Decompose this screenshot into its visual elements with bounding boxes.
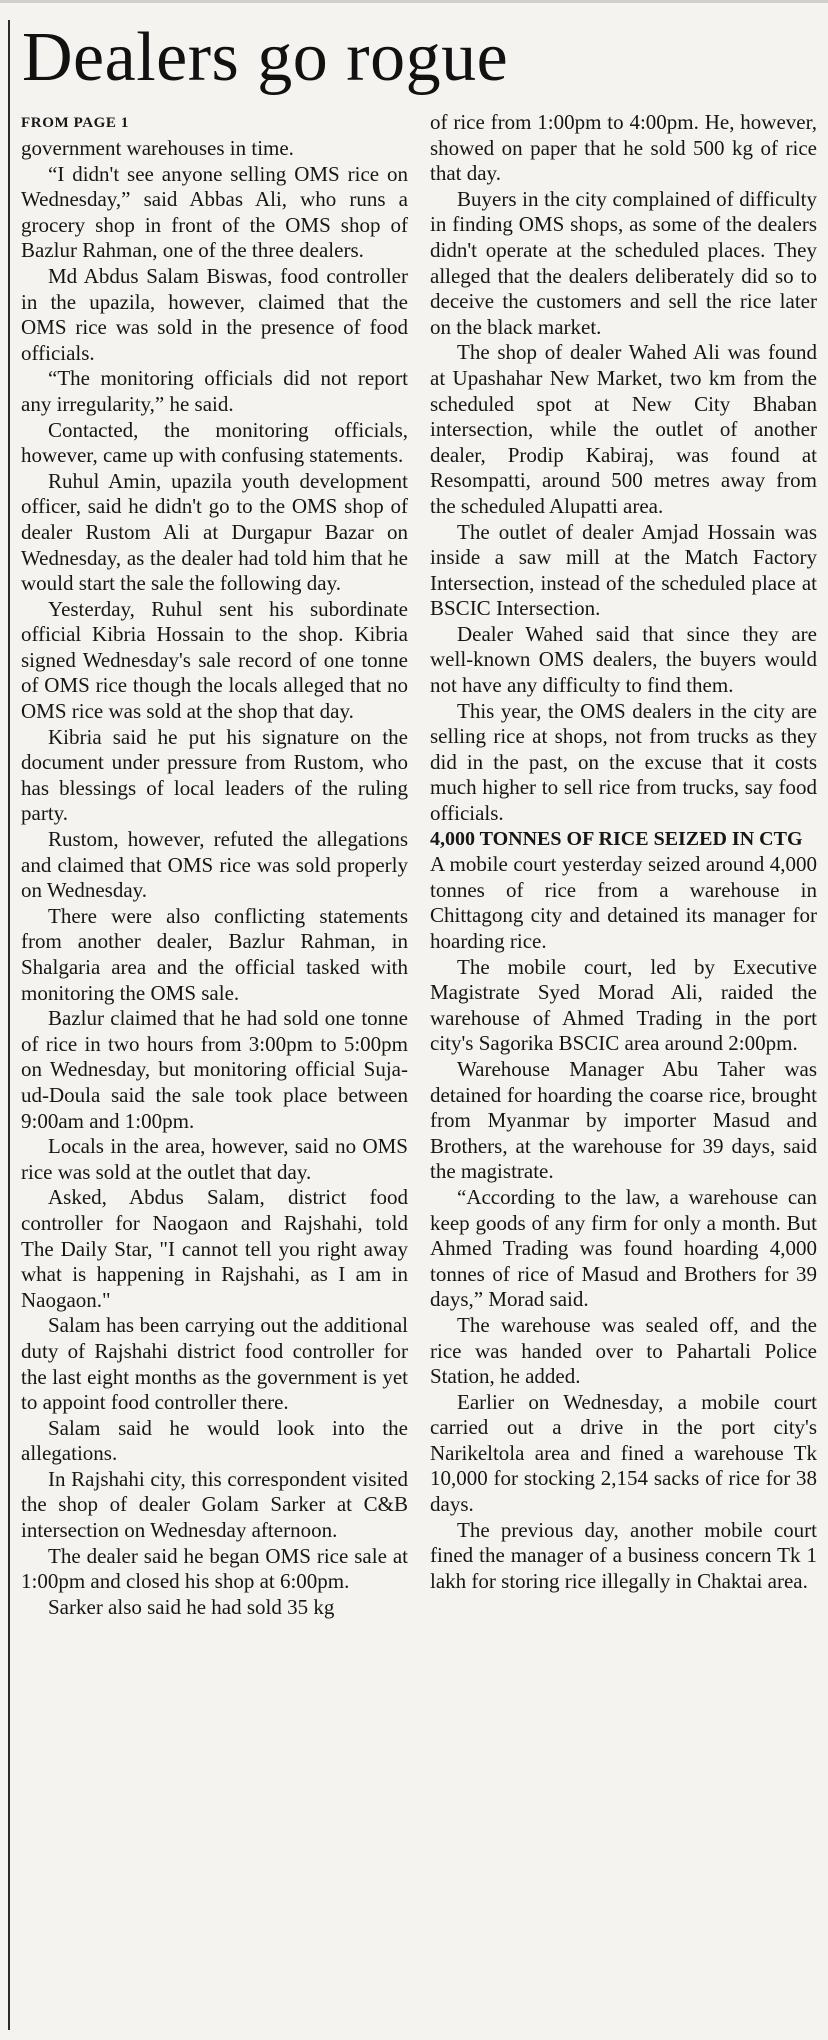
paragraph: Warehouse Manager Abu Taher was detained for hoarding the coarse rice, brought from Myanmar by importer Masud and Brothers, at the warehouse for 39 days, said the magistrate. (430, 1056, 817, 1184)
paragraph: The mobile court, led by Executive Magistrate Syed Morad Ali, raided the warehouse of Ahmed Trading in the port city's Sagorika BSCIC area around 2:00pm. (430, 954, 817, 1056)
paragraph: Asked, Abdus Salam, district food controller for Naogaon and Rajshahi, told The Daily Star, "I cannot tell you right away what is happening in Rajshahi, as I am in Naogaon." (21, 1185, 408, 1312)
paragraph: The outlet of dealer Amjad Hossain was inside a saw mill at the Match Factory Intersection, instead of the scheduled place at BSCIC Intersection. (430, 519, 817, 621)
paragraph: In Rajshahi city, this correspondent visited the shop of dealer Golam Sarker at C&B intersection on Wednesday afternoon. (21, 1466, 408, 1543)
paragraph: Salam said he would look into the allegations. (21, 1415, 408, 1466)
paragraph: The previous day, another mobile court fined the manager of a business concern Tk 1 lakh for storing rice illegally in Chaktai area. (430, 1517, 817, 1593)
paragraph: Bazlur claimed that he had sold one tonne of rice in two hours from 3:00pm to 5:00pm on Wednesday, but monitoring official Suja-ud-Doula said the sale took place between 9:00am and 1:00pm. (21, 1006, 408, 1133)
paragraph: The warehouse was sealed off, and the rice was handed over to Pahartali Police Station, he added. (430, 1312, 817, 1389)
paragraph: Locals in the area, however, said no OMS rice was sold at the outlet that day. (21, 1134, 408, 1184)
top-rule (0, 0, 828, 3)
paragraph: Earlier on Wednesday, a mobile court carried out a drive in the port city's Narikeltola area and fined a warehouse Tk 10,000 for stocking 2,154 sacks of rice for 38 days. (430, 1389, 817, 1517)
headline: Dealers go rogue (22, 19, 509, 96)
paragraph: A mobile court yesterday seized around 4,000 tonnes of rice from a warehouse in Chittagong city and detained its manager for hoarding rice. (430, 852, 817, 953)
paragraph: The dealer said he began OMS rice sale at 1:00pm and closed his shop at 6:00pm. (21, 1543, 408, 1594)
subheading: 4,000 TONNES OF RICE SEIZED IN CTG (430, 827, 803, 850)
left-column-rule (8, 20, 10, 2030)
paragraph: The shop of dealer Wahed Ali was found at Upashahar New Market, two km from the scheduled spot at New City Bhaban intersection, while the outlet of another dealer, Prodip Kabiraj, was found at Resompatti, around 500 metres away from the scheduled Alupatti area. (430, 340, 817, 518)
paragraph: This year, the OMS dealers in the city are selling rice at shops, not from trucks as they did in the past, on the excuse that it costs much higher to sell rice from trucks, say food officials. (430, 698, 817, 826)
paragraph: “According to the law, a warehouse can keep goods of any firm for only a month. But Ahmed Trading was found hoarding 4,000 tonnes of rice of Masud and Brothers for 39 days,” Morad said. (430, 1184, 817, 1312)
paragraph: Sarker also said he had sold 35 kg (48, 1594, 335, 1619)
paragraph: “I didn't see anyone selling OMS rice on Wednesday,” said Abbas Ali, who runs a grocery shop in front of the OMS shop of Bazlur Rahman, one of the three dealers. (21, 161, 408, 263)
paragraph: Rustom, however, refuted the allegations and claimed that OMS rice was sold properly on Wednesday. (21, 827, 408, 903)
paragraph: Kibria said he put his signature on the document under pressure from Rustom, who has blessings of local leaders of the ruling party. (21, 724, 408, 826)
kicker: FROM PAGE 1 (21, 115, 129, 131)
paragraph: “The monitoring officials did not report any irregularity,” he said. (21, 366, 408, 416)
left-column (21, 110, 408, 1620)
paragraph: Dealer Wahed said that since they are well-known OMS dealers, the buyers would not have any difficulty to find them. (430, 621, 817, 698)
paragraph: Md Abdus Salam Biswas, food controller in the upazila, however, claimed that the OMS rice was sold in the presence of food officials. (21, 263, 408, 365)
paragraph: of rice from 1:00pm to 4:00pm. He, however, showed on paper that he sold 500 kg of rice that day. (430, 110, 817, 186)
paragraph: government warehouses in time. (21, 136, 294, 160)
right-column (430, 110, 817, 1594)
paragraph: Ruhul Amin, upazila youth development officer, said he didn't go to the OMS shop of dealer Rustom Ali at Durgapur Bazar on Wednesday, as the dealer had told him that he would start the sale the following day. (21, 468, 408, 596)
paragraph: There were also conflicting statements from another dealer, Bazlur Rahman, in Shalgaria area and the official tasked with monitoring the OMS sale. (21, 903, 408, 1005)
paragraph: Buyers in the city complained of difficulty in finding OMS shops, as some of the dealers didn't operate at the scheduled places. They alleged that the dealers deliberately did so to deceive the customers and sell the rice later on the black market. (430, 186, 817, 339)
paragraph: Salam has been carrying out the additional duty of Rajshahi district food controller for the last eight months as the government is yet to appoint food controller there. (21, 1313, 408, 1415)
paragraph: Contacted, the monitoring officials, however, came up with confusing statements. (21, 417, 408, 468)
paragraph: Yesterday, Ruhul sent his subordinate official Kibria Hossain to the shop. Kibria signed Wednesday's sale record of one tonne of OMS rice though the locals alleged that no OMS rice was sold at the shop that day. (21, 596, 408, 724)
